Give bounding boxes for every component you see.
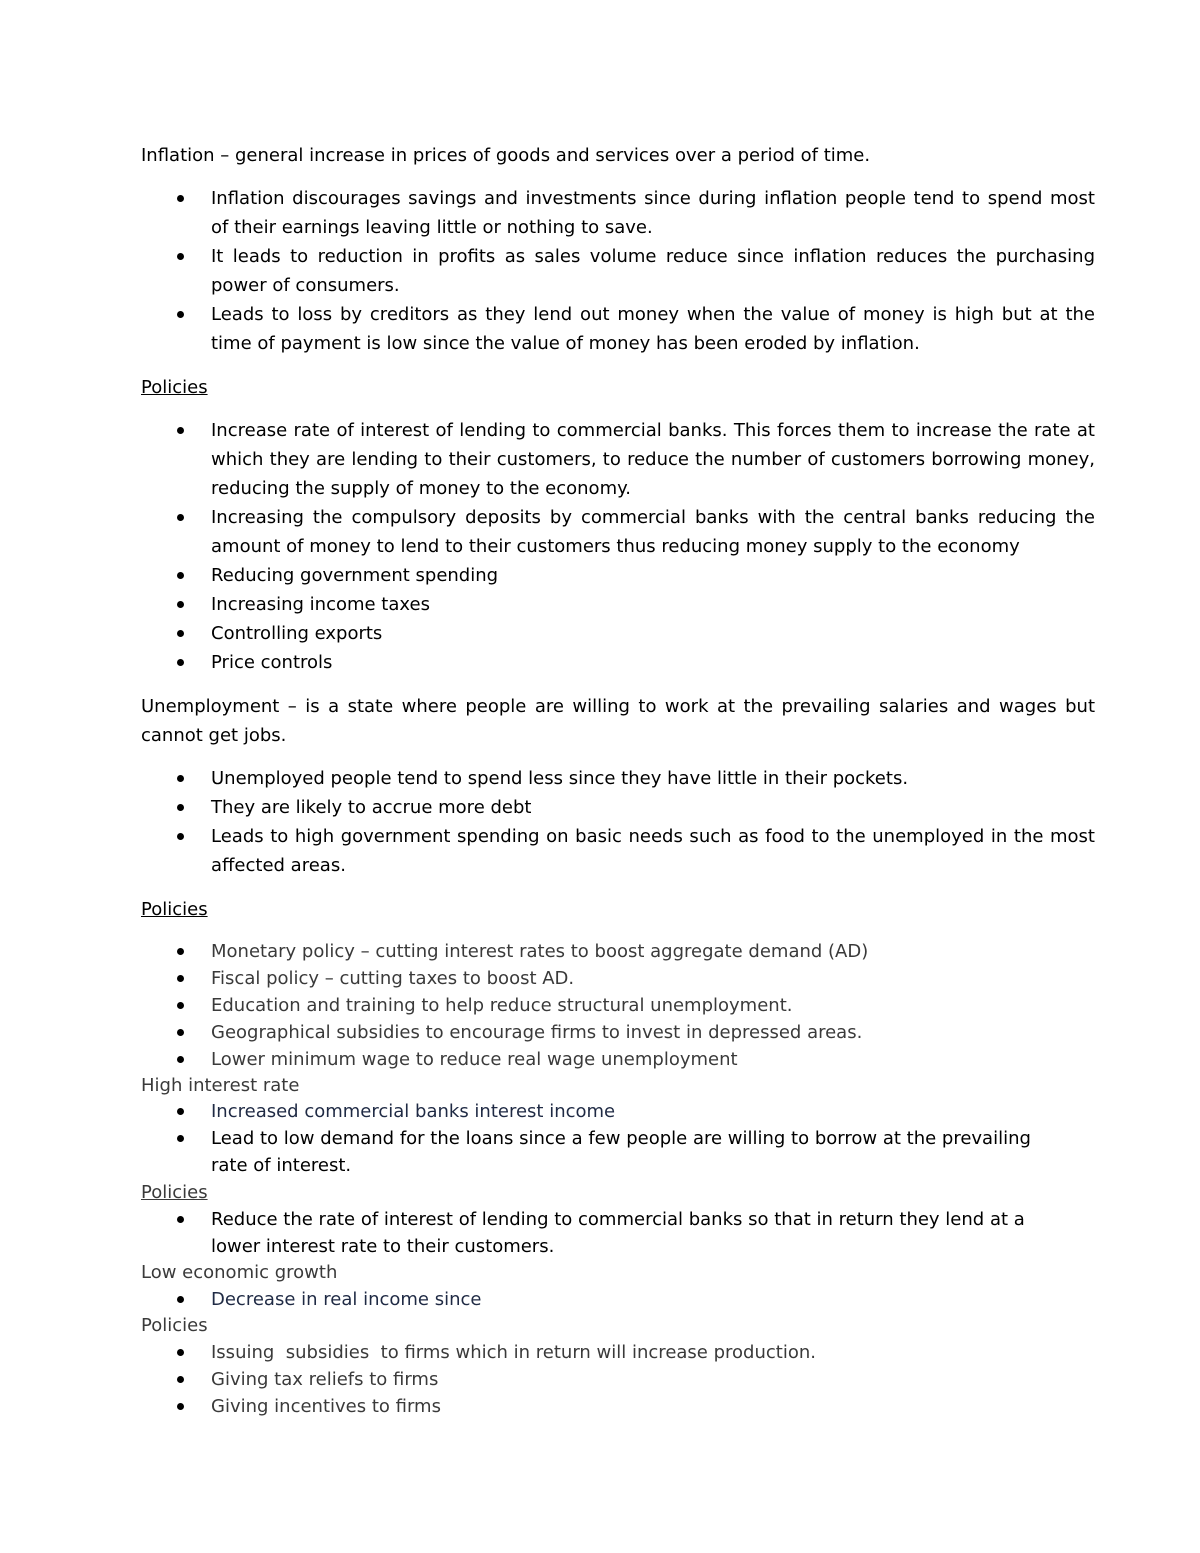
bullet-icon — [177, 992, 185, 1019]
low-growth-heading: Low economic growth — [141, 1262, 338, 1283]
bullet-icon — [177, 561, 185, 590]
bullet-icon — [177, 242, 185, 271]
bullet-icon — [177, 1019, 185, 1046]
list-item: Leads to loss by creditors as they lend out money when the value of money is high but at the time of payment is low since the value of money has been eroded by inflation. — [141, 300, 1095, 358]
high-interest-policies-list — [141, 1206, 1095, 1260]
list-item: Increasing the compulsory deposits by commercial banks with the central banks reducing the amount of money to lend to their customers thus reducing money supply to the economy — [141, 503, 1095, 561]
bullet-icon — [177, 965, 185, 992]
unemployment-policies-heading: Policies — [141, 899, 208, 920]
low-growth-effects-list — [141, 1286, 1095, 1313]
list-item: Geographical subsidies to encourage firms to invest in depressed areas. — [141, 1019, 1095, 1046]
list-item: Monetary policy – cutting interest rates to boost aggregate demand (AD) — [141, 938, 1095, 965]
bullet-icon — [177, 1206, 185, 1233]
bullet-icon — [177, 793, 185, 822]
bullet-icon — [177, 1046, 185, 1073]
bullet-icon — [177, 590, 185, 619]
inflation-policies-heading: Policies — [141, 377, 208, 398]
bullet-icon — [177, 938, 185, 965]
bullet-icon — [177, 416, 185, 445]
list-item: Issuing subsidies to firms which in return will increase production. — [141, 1339, 1095, 1366]
list-item: Increasing income taxes — [141, 590, 1095, 619]
bullet-icon — [177, 764, 185, 793]
bullet-icon — [177, 1393, 185, 1420]
list-item: Lead to low demand for the loans since a few people are willing to borrow at the prevailing rate of interest. — [141, 1125, 1095, 1179]
low-growth-policies-list — [141, 1339, 1095, 1420]
unemployment-effects-list — [141, 764, 1095, 880]
list-item: Unemployed people tend to spend less since they have little in their pockets. — [141, 764, 1095, 793]
list-item: Leads to high government spending on basic needs such as food to the unemployed in the most affected areas. — [141, 822, 1095, 880]
list-item: It leads to reduction in profits as sales volume reduce since inflation reduces the purchasing power of consumers. — [141, 242, 1095, 300]
high-interest-effects-list — [141, 1098, 1095, 1179]
low-growth-policies-heading: Policies — [141, 1315, 208, 1336]
list-item: Decrease in real income since — [141, 1286, 1095, 1313]
list-item: Inflation discourages savings and investments since during inflation people tend to spend most of their earnings leaving little or nothing to save. — [141, 184, 1095, 242]
list-item: Increased commercial banks interest income — [141, 1098, 1095, 1125]
bullet-icon — [177, 1339, 185, 1366]
unemployment-policies-list — [141, 938, 1095, 1073]
high-interest-heading: High interest rate — [141, 1075, 300, 1096]
list-item: Giving incentives to firms — [141, 1393, 1095, 1420]
list-item: Education and training to help reduce structural unemployment. — [141, 992, 1095, 1019]
bullet-icon — [177, 184, 185, 213]
list-item: Increase rate of interest of lending to commercial banks. This forces them to increase the rate at which they are lending to their customers, to reduce the number of customers borrowing money, reducing the supply of money to the economy. — [141, 416, 1095, 503]
inflation-definition: Inflation – general increase in prices of goods and services over a period of time. — [141, 145, 871, 166]
bullet-icon — [177, 822, 185, 851]
bullet-icon — [177, 300, 185, 329]
unemployment-definition: Unemployment – is a state where people are willing to work at the prevailing salaries and wages but cannot get jobs. — [141, 696, 1095, 746]
bullet-icon — [177, 1098, 185, 1125]
list-item: Giving tax reliefs to firms — [141, 1366, 1095, 1393]
list-item: Lower minimum wage to reduce real wage unemployment — [141, 1046, 1095, 1073]
list-item: Price controls — [141, 648, 1095, 677]
document-page — [141, 141, 1095, 1420]
list-item: They are likely to accrue more debt — [141, 793, 1095, 822]
bullet-icon — [177, 648, 185, 677]
bullet-icon — [177, 1125, 185, 1152]
inflation-policies-list — [141, 416, 1095, 677]
list-item: Controlling exports — [141, 619, 1095, 648]
list-item: Fiscal policy – cutting taxes to boost AD. — [141, 965, 1095, 992]
bullet-icon — [177, 1366, 185, 1393]
bullet-icon — [177, 503, 185, 532]
list-item: Reduce the rate of interest of lending to commercial banks so that in return they lend at a lower interest rate to their customers. — [141, 1206, 1095, 1260]
list-item: Reducing government spending — [141, 561, 1095, 590]
bullet-icon — [177, 1286, 185, 1313]
inflation-effects-list — [141, 184, 1095, 358]
high-interest-policies-heading: Policies — [141, 1182, 208, 1203]
bullet-icon — [177, 619, 185, 648]
